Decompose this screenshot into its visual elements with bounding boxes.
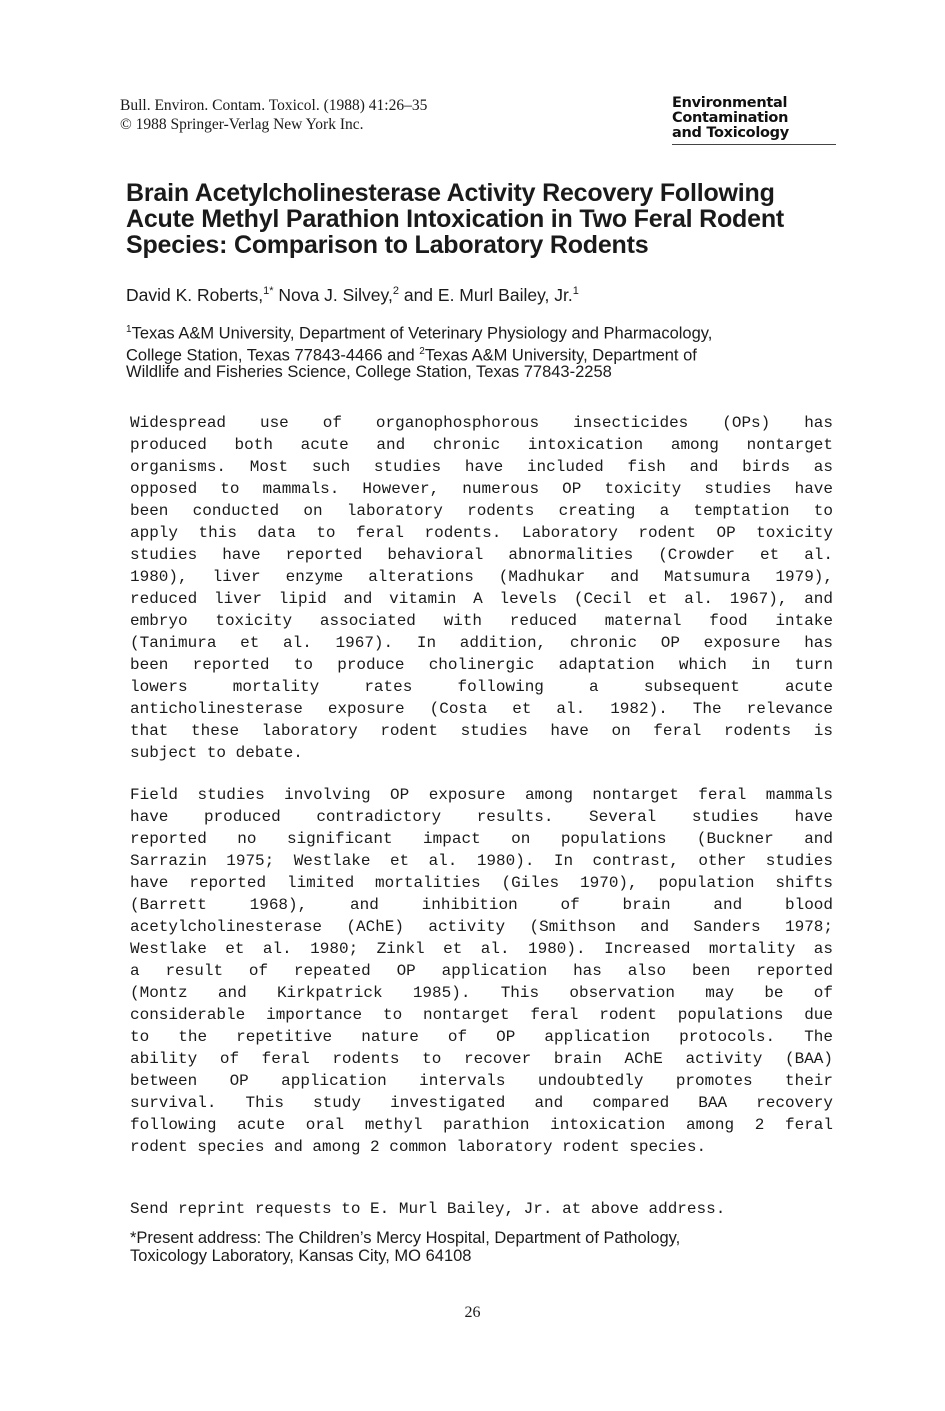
- text-line: subject to debate.: [130, 744, 303, 762]
- affiliation-text: Texas A&M University, Department of Veterinary Physiology and Pharmacology,: [131, 324, 713, 343]
- reprint-note: Send reprint requests to E. Murl Bailey, Jr. at above address.: [130, 1200, 726, 1218]
- author-name: and E. Murl Bailey, Jr.: [398, 284, 573, 305]
- copyright-line: © 1988 Springer-Verlag New York Inc.: [120, 116, 364, 133]
- body-paragraph-2: [130, 784, 833, 1158]
- text-line: organisms. Most such studies have included fish and birds as: [130, 458, 833, 476]
- journal-logo-line: Contamination: [672, 110, 789, 126]
- text-line: lowers mortality rates following a subsequent acute: [130, 678, 833, 696]
- text-line: have reported limited mortalities (Giles 1970), population shifts: [130, 874, 833, 892]
- body-paragraph-1: [130, 412, 833, 764]
- text-line: studies have reported behavioral abnormalities (Crowder et al.: [130, 546, 833, 564]
- author-list: [126, 280, 579, 306]
- text-line: between OP application intervals undoubtedly promotes their: [130, 1072, 833, 1090]
- author-name: Nova J. Silvey,: [273, 284, 393, 305]
- text-line: reduced liver lipid and vitamin A levels (Cecil et al. 1967), and: [130, 590, 833, 608]
- journal-logo-line: and Toxicology: [672, 125, 789, 141]
- journal-logo: [672, 96, 836, 145]
- affiliation-line: Wildlife and Fisheries Science, College Station, Texas 77843-2258: [126, 363, 612, 381]
- title-line: Species: Comparison to Laboratory Rodents: [126, 231, 649, 259]
- affiliation-text: College Station, Texas 77843-4466 and: [126, 346, 420, 364]
- journal-citation: [120, 96, 427, 134]
- text-line: (Tanimura et al. 1967). In addition, chronic OP exposure has: [130, 634, 833, 652]
- text-line: (Barrett 1968), and inhibition of brain and blood: [130, 896, 833, 914]
- text-line: 1980), liver enzyme alterations (Madhukar and Matsumura 1979),: [130, 568, 833, 586]
- text-line: embryo toxicity associated with reduced maternal food intake: [130, 612, 833, 630]
- text-line: considerable importance to nontarget feral rodent populations due: [130, 1006, 833, 1024]
- text-line: (Montz and Kirkpatrick 1985). This observation may be of: [130, 984, 833, 1002]
- title-line: Brain Acetylcholinesterase Activity Recovery Following: [126, 179, 775, 207]
- text-line: Westlake et al. 1980; Zinkl et al. 1980). Increased mortality as: [130, 940, 833, 958]
- journal-logo-line: Environmental: [672, 95, 788, 111]
- text-line: survival. This study investigated and compared BAA recovery: [130, 1094, 833, 1112]
- author-name: David K. Roberts,: [126, 284, 264, 305]
- footnote-line: Toxicology Laboratory, Kansas City, MO 64108: [130, 1247, 472, 1265]
- text-line: following acute oral methyl parathion intoxication among 2 feral: [130, 1116, 833, 1134]
- text-line: to the repetitive nature of OP application protocols. The: [130, 1028, 833, 1046]
- affiliation-line: [126, 343, 712, 365]
- present-address-footnote: [130, 1229, 680, 1265]
- affiliation-mark: 1: [126, 324, 132, 335]
- text-line: have produced contradictory results. Several studies have: [130, 808, 833, 826]
- text-line: a result of repeated OP application has also been reported: [130, 962, 833, 980]
- affiliation-line: [126, 321, 712, 343]
- page-number: 26: [464, 1304, 481, 1321]
- text-line: ability of feral rodents to recover brain AChE activity (BAA): [130, 1050, 833, 1068]
- text-line: acetylcholinesterase (AChE) activity (Smithson and Sanders 1978;: [130, 918, 833, 936]
- text-line: opposed to mammals. However, numerous OP toxicity studies have: [130, 480, 833, 498]
- text-line: Sarrazin 1975; Westlake et al. 1980). In contrast, other studies: [130, 852, 833, 870]
- affiliation-text: Texas A&M University, Department of: [424, 346, 697, 364]
- text-line: been conducted on laboratory rodents creating a temptation to: [130, 502, 833, 520]
- text-line: reported no significant impact on populations (Buckner and: [130, 830, 833, 848]
- author-affiliation-mark: 1*: [263, 285, 274, 297]
- author-affiliation-mark: 2: [392, 285, 399, 297]
- text-line: rodent species and among 2 common laboratory rodent species.: [130, 1138, 707, 1156]
- article-title: [126, 180, 846, 258]
- affiliations: [126, 321, 712, 381]
- text-line: produced both acute and chronic intoxication among nontarget: [130, 436, 833, 454]
- text-line: been reported to produce cholinergic adaptation which in turn: [130, 656, 833, 674]
- text-line: anticholinesterase exposure (Costa et al. 1982). The relevance: [130, 700, 833, 718]
- text-line: that these laboratory rodent studies have on feral rodents is: [130, 722, 833, 740]
- text-line: Field studies involving OP exposure among nontarget feral mammals: [130, 786, 833, 804]
- author-affiliation-mark: 1: [572, 285, 579, 297]
- text-line: apply this data to feral rodents. Laboratory rodent OP toxicity: [130, 524, 833, 542]
- text-line: Widespread use of organophosphorous insecticides (OPs) has: [130, 414, 833, 432]
- footnote-line: *Present address: The Children’s Mercy Hospital, Department of Pathology,: [130, 1229, 681, 1247]
- citation-line: Bull. Environ. Contam. Toxicol. (1988) 41:26–35: [120, 97, 428, 114]
- title-line: Acute Methyl Parathion Intoxication in Two Feral Rodent: [126, 205, 785, 233]
- affiliation-mark: 2: [419, 345, 425, 357]
